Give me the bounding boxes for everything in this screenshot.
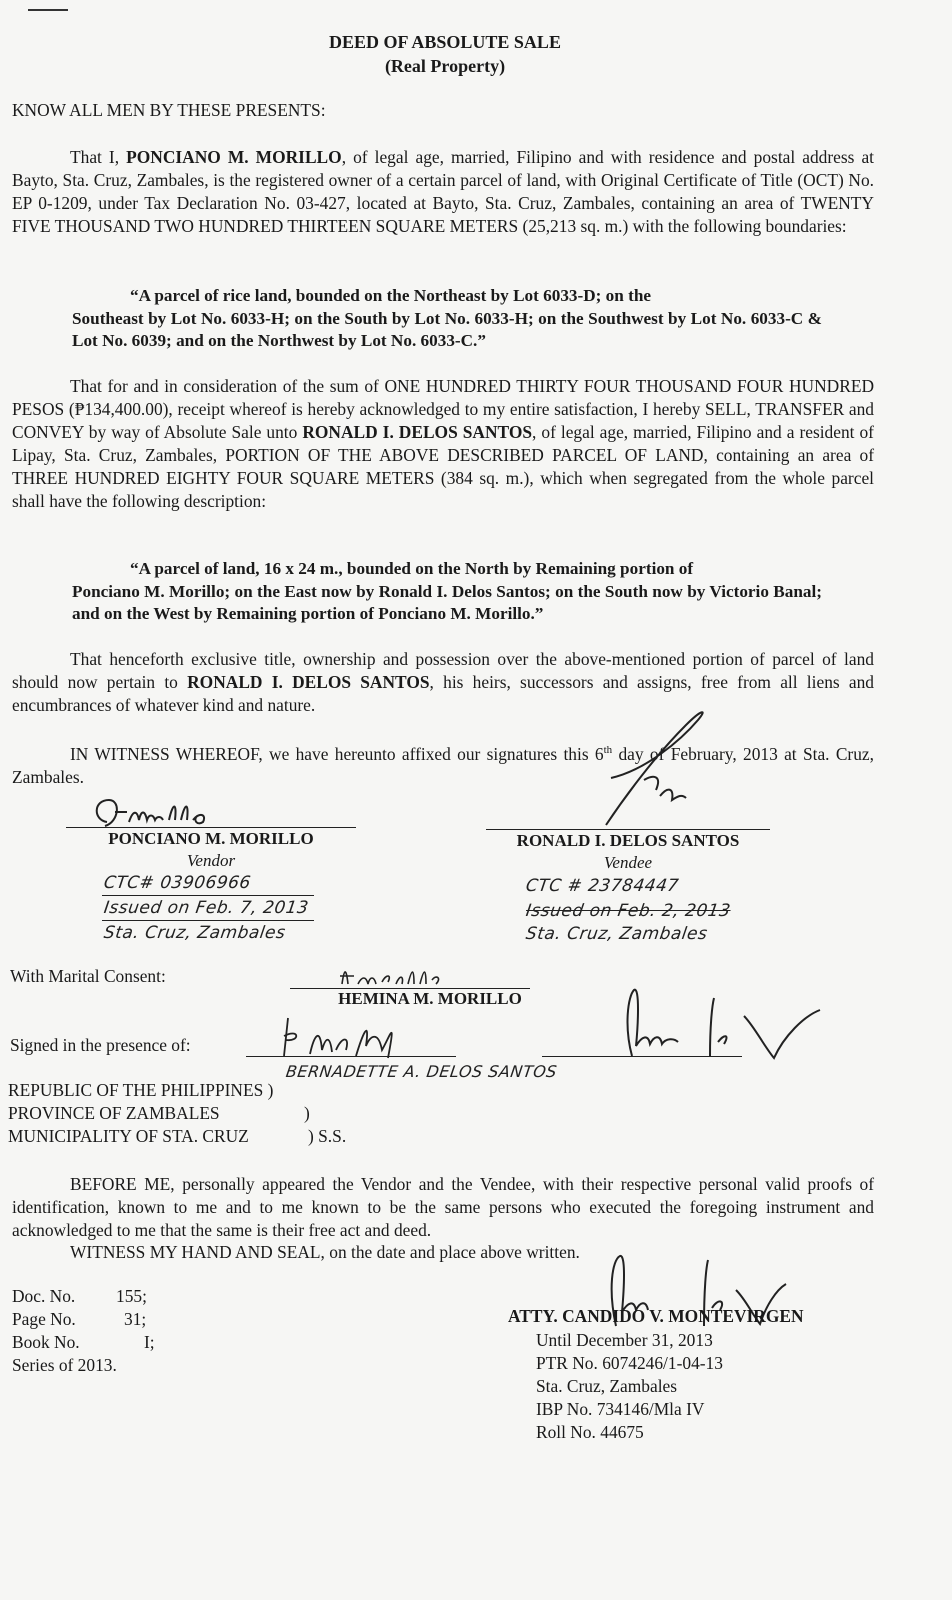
notary-place: Sta. Cruz, Zambales xyxy=(536,1376,678,1396)
vendor-signature-line xyxy=(66,827,356,828)
venue-province: PROVINCE OF ZAMBALES xyxy=(8,1103,220,1123)
vendee-name-inline: RONALD I. DELOS SANTOS xyxy=(302,422,533,442)
doc-no-label: Doc. No. xyxy=(12,1286,76,1306)
series-label: Series of 2013. xyxy=(12,1355,117,1375)
notary-name: ATTY. CANDIDO V. MONTEVIRGEN xyxy=(508,1306,804,1326)
vendee-signature-line xyxy=(486,829,770,830)
vendor-role: Vendor xyxy=(186,851,236,870)
vendor-issued-underline xyxy=(102,920,314,921)
vendee-ctc: CTC # 23784447 xyxy=(524,876,681,896)
notary-until: Until December 31, 2013 xyxy=(536,1330,713,1350)
vendor-ctc-underline xyxy=(102,895,314,896)
document-subtitle: (Real Property) xyxy=(384,56,506,76)
witness-signature-1 xyxy=(270,1006,420,1066)
venue-province-paren: ) xyxy=(304,1103,310,1123)
witness-name-1: BERNADETTE A. DELOS SANTOS xyxy=(284,1062,559,1081)
venue-municipality: MUNICIPALITY OF STA. CRUZ xyxy=(8,1126,249,1146)
vendee-role: Vendee xyxy=(603,853,653,872)
book-no-label: Book No. xyxy=(12,1332,80,1352)
signed-presence-label: Signed in the presence of: xyxy=(10,1035,191,1055)
witness-line-1 xyxy=(246,1056,456,1057)
vendee-signature xyxy=(586,700,726,830)
vendee-name: RONALD I. DELOS SANTOS xyxy=(516,831,740,850)
venue-republic: REPUBLIC OF THE PHILIPPINES ) xyxy=(8,1080,274,1100)
doc-no-value: 155; xyxy=(116,1286,147,1306)
vendor-ctc: CTC# 03906966 xyxy=(102,873,253,893)
paragraph-consideration: That for and in consideration of the sum of ONE HUNDRED THIRTY FOUR THOUSAND FOUR HUNDRED PESOS (₱134,400.00), receipt whereof is hereby acknowledged to my entire satisfaction, I hereby SELL, TRANSFER and CONVEY by way of Absolute Sale unto RONALD I. DELOS SANTOS, of legal age, married, Filipino and a resident of Lipay, Sta. Cruz, Zambales, PORTION OF THE ABOVE DESCRIBED PARCEL OF LAND, containing an area of THREE HUNDRED EIGHTY FOUR SQUARE METERS (384 sq. m.), which when segregated from the whole parcel shall have the following description: xyxy=(12,376,874,511)
vendor-ctc-issued: Issued on Feb. 7, 2013 xyxy=(102,898,310,918)
vendor-name-inline: PONCIANO M. MORILLO xyxy=(126,147,342,167)
notary-roll: Roll No. 44675 xyxy=(536,1422,644,1442)
intro-line: KNOW ALL MEN BY THESE PRESENTS: xyxy=(12,100,326,120)
paragraph-witness-whereof: IN WITNESS WHEREOF, we have hereunto affixed our signatures this 6th day of February, 2013 at Sta. Cruz, Zambales. xyxy=(12,743,874,787)
paragraph-ownership: That I, PONCIANO M. MORILLO, of legal age, married, Filipino and with residence and postal address at Bayto, Sta. Cruz, Zambales, is the registered owner of a certain parcel of land, with Original Certificate of Title (OCT) No. EP 0-1209, under Tax Declaration No. 03-427, located at Bayto, Sta. Cruz, Zambales, containing an area of TWENTY FIVE THOUSAND TWO HUNDRED THIRTEEN SQUARE METERS (25,213 sq. m.) with the following boundaries: xyxy=(12,147,875,236)
portion-description-quote: “A parcel of land, 16 x 24 m., bounded on the North by Remaining portion of Ponciano M. Morillo; on the East now by Ronald I. Delos Santos; on the South now by Victorio Banal; and on the West by Remaining portion of Ponciano M. Morillo.” xyxy=(72,559,822,623)
witness-signature-2 xyxy=(614,986,834,1066)
vendee-name-inline-2: RONALD I. DELOS SANTOS xyxy=(187,672,430,692)
vendee-ctc-issued: Issued on Feb. 2, 2013 xyxy=(524,901,732,921)
document-title: DEED OF ABSOLUTE SALE xyxy=(329,32,561,52)
page-no-label: Page No. xyxy=(12,1309,76,1329)
book-no-value: I; xyxy=(144,1332,155,1352)
witness-hand-seal: WITNESS MY HAND AND SEAL, on the date and place above written. xyxy=(70,1242,580,1262)
vendee-ctc-place: Sta. Cruz, Zambales xyxy=(524,924,709,944)
vendor-ctc-place: Sta. Cruz, Zambales xyxy=(102,923,287,943)
vendor-name: PONCIANO M. MORILLO xyxy=(108,829,314,848)
venue-ss: ) S.S. xyxy=(308,1126,347,1146)
marital-consent-name: HEMINA M. MORILLO xyxy=(338,989,522,1008)
marital-consent-label: With Marital Consent: xyxy=(10,966,166,986)
marital-signature xyxy=(336,960,446,990)
witness-line-2 xyxy=(542,1056,742,1057)
acknowledgment-paragraph: BEFORE ME, personally appeared the Vendor and the Vendee, with their respective personal valid proofs of identification, known to me and to me known to be the same persons who executed the foregoing instrument and acknowledged to me that the same is their free act and deed. xyxy=(12,1174,874,1240)
notary-ptr: PTR No. 6074246/1-04-13 xyxy=(536,1353,723,1373)
notary-ibp: IBP No. 734146/Mla IV xyxy=(536,1399,705,1419)
page-no-value: 31; xyxy=(124,1309,147,1329)
paragraph-title-transfer: That henceforth exclusive title, ownership and possession over the above-mentioned portion of parcel of land should now pertain to RONALD I. DELOS SANTOS, his heirs, successors and assigns, free from all liens and encumbrances of whatever kind and nature. xyxy=(12,649,875,715)
scan-mark xyxy=(28,9,68,11)
boundaries-quote: “A parcel of rice land, bounded on the Northeast by Lot 6033-D; on the Southeast by Lot No. 6033-H; on the South by Lot No. 6033-H; on the Southwest by Lot No. 6033-C & Lot No. 6039; and on the Northwest by Lot No. 6033-C.” xyxy=(72,286,822,350)
